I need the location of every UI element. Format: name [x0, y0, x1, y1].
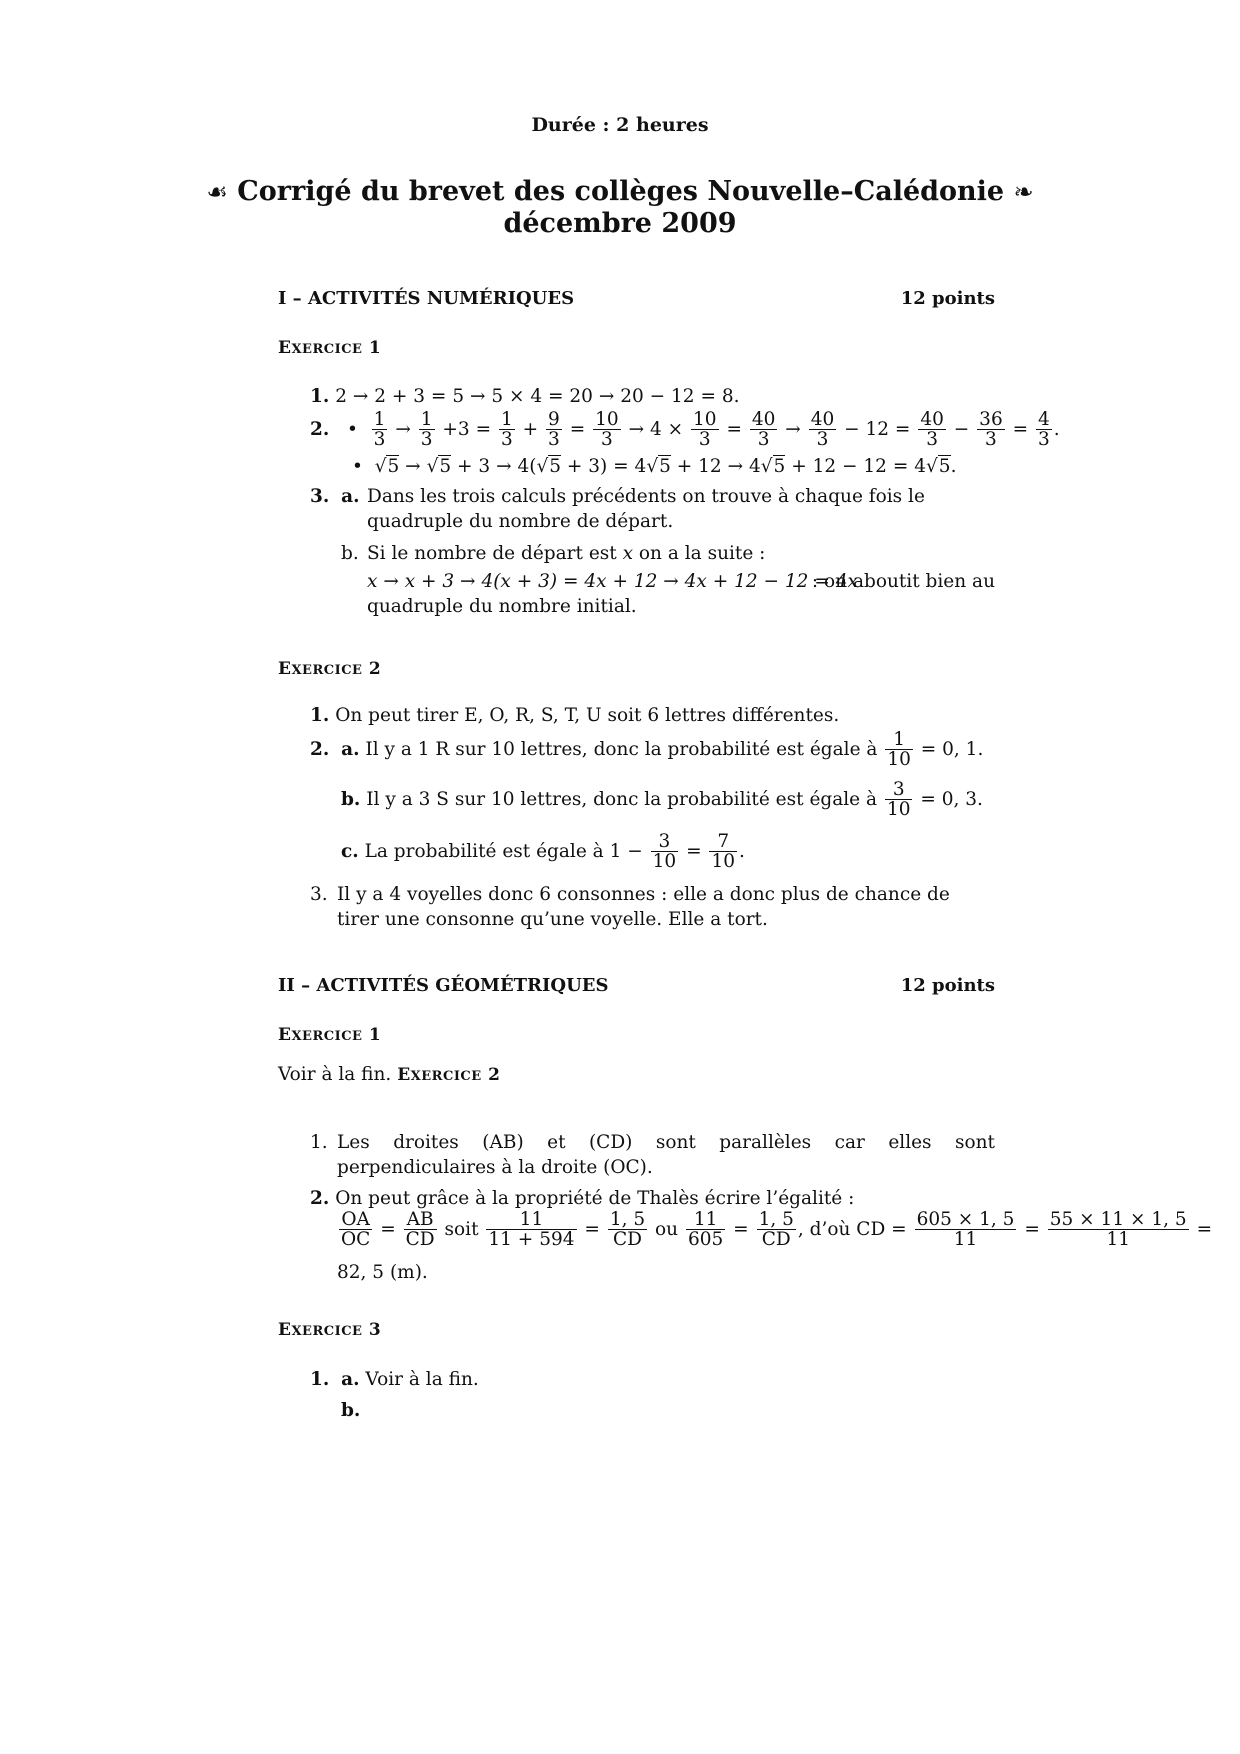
fraction: $\frac{AB}{CD}$ — [405, 1209, 435, 1251]
n1-q3-num: 3. a. — [310, 486, 360, 507]
fraction: $\frac{1}{3}$ — [420, 409, 433, 451]
fraction: $\frac{40}{3}$ — [920, 409, 944, 451]
n1-q2-bullet1: 2. • $\frac{1}{3}$ → $\frac{1}{3}$ +3 = $\frac{1}{3}$ + $\frac{9}{3}$ = $\frac{10}{3}$ → 4 × $\frac{10}{3}$ = $\frac{40}{3}$ → $\frac{40}{3}$ − 12 = $\frac{40}{3}$ − $\frac{36}{3}$ = $\frac{4}{3}$ . — [310, 409, 1060, 451]
g3-q1a: 1. a. Voir à la fin. — [310, 1369, 479, 1390]
part2-title: II – ACTIVITÉS GÉOMÉTRIQUES — [278, 975, 609, 996]
fraction: $\frac{OA}{OC}$ — [341, 1209, 371, 1251]
n2-q2c: c. La probabilité est égale à 1 − $\frac{3}{10}$ = $\frac{7}{10}$ . — [341, 831, 745, 873]
g3-q1b: b. — [341, 1400, 361, 1421]
n1-q3b-intro: Si le nombre de départ est x on a la suite : — [367, 543, 766, 564]
g2-q2-result: 82, 5 (m). — [337, 1262, 428, 1283]
g2-q2-equation: $\frac{OA}{OC}$ = $\frac{AB}{CD}$ soit $\frac{11}{11 + 594}$ = $\frac{1, 5}{CD}$ ou $\frac{11}{605}$ = $\frac{1, 5}{CD}$ , d’où CD = $\frac{605 \times 1, 5}{11}$ = $\frac{55 \times 11 \times 1, 5}{11}$ = — [341, 1209, 1213, 1251]
part2-points: 12 points — [900, 975, 995, 996]
fraction: $\frac{1}{3}$ — [373, 409, 386, 451]
ornament-right-icon: ❧ — [1013, 178, 1034, 206]
fraction: $\frac{605 \times 1, 5}{11}$ — [916, 1209, 1015, 1251]
n2-q3: Il y a 4 voyelles donc 6 consonnes : elle a donc plus de chance de tirer une consonne qu’une voyelle. Elle a tort. — [337, 884, 950, 930]
n1-q3b-end2: quadruple du nombre initial. — [367, 596, 637, 617]
fraction: $\frac{1}{3}$ — [500, 409, 513, 451]
title-line-2: décembre 2009 — [503, 208, 737, 239]
geo-exercise3-heading: EXERCICE 3 — [278, 1320, 382, 1340]
fraction: $\frac{10}{3}$ — [693, 409, 717, 451]
page-title — [0, 176, 1240, 207]
exercise1-heading: EXERCICE 1 — [278, 338, 382, 358]
fraction: $\frac{3}{10}$ — [886, 779, 911, 821]
fraction: $\frac{40}{3}$ — [751, 409, 776, 451]
n1-q3b-label: b. — [341, 543, 359, 564]
fraction: $\frac{11}{605}$ — [687, 1209, 724, 1251]
fraction: $\frac{7}{10}$ — [711, 831, 736, 873]
n1-q2-bullet2: • √5 → √5 + 3 → 4(√5 + 3) = 4√5 + 12 → 4√5 + 12 − 12 = 4√5. — [352, 456, 957, 477]
fraction: $\frac{1}{10}$ — [887, 729, 911, 771]
fraction: $\frac{11}{11 + 594}$ — [488, 1209, 575, 1251]
ornament-left-icon: ☙ — [206, 178, 228, 206]
fraction: $\frac{40}{3}$ — [810, 409, 835, 451]
n1-q3b-end1: : on aboutit bien au — [811, 571, 995, 592]
n1-q1: 1. 2 → 2 + 3 = 5 → 5 × 4 = 20 → 20 − 12 = 8. — [310, 386, 740, 407]
geo-ex1-text: Voir à la fin. EXERCICE 2 — [278, 1064, 501, 1085]
n2-q2a: 2. a. Il y a 1 R sur 10 lettres, donc la probabilité est égale à $\frac{1}{10}$ = 0, 1. — [310, 729, 984, 771]
g2-q2: 2. On peut grâce à la propriété de Thalès écrire l’égalité : — [310, 1188, 855, 1209]
fraction: $\frac{9}{3}$ — [548, 409, 560, 451]
n1-q3a: Dans les trois calculs précédents on trouve à chaque fois le quadruple du nombre de départ. — [367, 486, 925, 532]
n2-q1: 1. On peut tirer E, O, R, S, T, U soit 6 lettres différentes. — [310, 705, 840, 726]
g2-q1-num: 1. — [310, 1132, 328, 1153]
part1-title: I – ACTIVITÉS NUMÉRIQUES — [278, 288, 575, 309]
n1-q3b-chain: x → x + 3 → 4(x + 3) = 4x + 12 → 4x + 12 − 12 = 4x — [367, 571, 858, 592]
exercise2-heading: EXERCICE 2 — [278, 659, 382, 679]
n2-q2b: b. Il y a 3 S sur 10 lettres, donc la probabilité est égale à $\frac{3}{10}$ = 0, 3. — [341, 779, 983, 821]
n2-q3-num: 3. — [310, 884, 328, 905]
fraction: $\frac{4}{3}$ — [1038, 409, 1050, 451]
duration: Durée : 2 heures — [531, 114, 709, 136]
fraction: $\frac{55 \times 11 \times 1, 5}{11}$ — [1049, 1209, 1187, 1251]
part1-points: 12 points — [900, 288, 995, 309]
fraction: $\frac{1, 5}{CD}$ — [609, 1209, 646, 1251]
fraction: $\frac{36}{3}$ — [979, 409, 1003, 451]
fraction: $\frac{1, 5}{CD}$ — [758, 1209, 794, 1251]
fraction: $\frac{3}{10}$ — [652, 831, 677, 873]
title-line-1: Corrigé du brevet des collèges Nouvelle–Calédonie — [237, 176, 1005, 207]
geo-exercise1-heading: EXERCICE 1 — [278, 1025, 382, 1045]
g2-q1: Les droites (AB) et (CD) sont parallèles car elles sont perpendiculaires à la droite (OC). — [337, 1132, 995, 1178]
fraction: $\frac{10}{3}$ — [595, 409, 619, 451]
